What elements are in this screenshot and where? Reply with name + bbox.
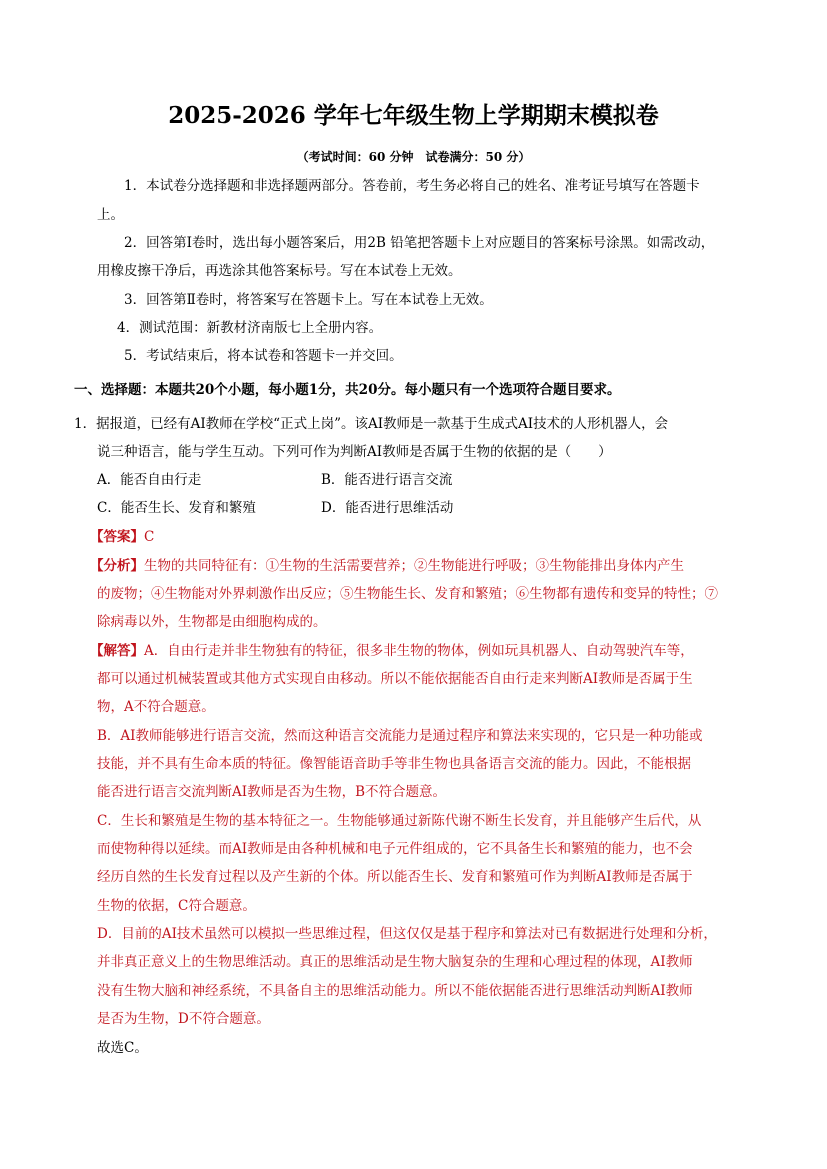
instruction-4: 4．测试范围：新教材济南版七上全册内容。: [117, 320, 383, 336]
question-stem-line-2: 说三种语言，能与学生互动。下列可作为判断AI教师是否属于生物的依据的是（ ）: [97, 444, 612, 460]
analysis-line-1: [90, 556, 684, 576]
solution-b-line-3: 能否进行语言交流判断AI教师是否为生物，B不符合题意。: [97, 784, 447, 800]
option-b: B．能否进行语言交流: [321, 472, 453, 488]
solution-c-line-4: 生物的依据，C符合题意。: [97, 898, 256, 914]
solution-a-line-2: 都可以通过机械装置或其他方式实现自由移动。所以不能依据能否自由行走来判断AI教师是否属于生: [97, 671, 693, 687]
solution-d-line-4: 是否为生物，D不符合题意。: [97, 1011, 270, 1027]
solution-tag: 【解答】: [90, 643, 144, 659]
solution-c-line-1: C．生长和繁殖是生物的基本特征之一。生物能够通过新陈代谢不断生长发育，并且能够产生后代，从: [97, 813, 702, 829]
analysis-tag: 【分析】: [90, 558, 144, 574]
answer-line: [90, 527, 154, 547]
section-heading: 一、选择题：本题共20个小题，每小题1分，共20分。每小题只有一个选项符合题目要求。: [74, 382, 621, 398]
answer-value: C: [144, 529, 155, 545]
conclusion: 故选C。: [97, 1040, 148, 1056]
solution-a-text-1: A．自由行走并非生物独有的特征，很多非生物的物体，例如玩具机器人、自动驾驶汽车等，: [144, 643, 694, 659]
solution-a-line-1: [90, 641, 694, 661]
solution-c-line-3: 经历自然的生长发育过程以及产生新的个体。所以能否生长、发育和繁殖可作为判断AI教师是否属于: [97, 869, 693, 885]
instruction-3: 3．回答第Ⅱ卷时，将答案写在答题卡上。写在本试卷上无效。: [124, 292, 493, 308]
instruction-2: 2．回答第Ⅰ卷时，选出每小题答案后，用2B 铅笔把答题卡上对应题目的答案标号涂黑。如需改动，: [124, 235, 715, 251]
analysis-line-2: 的废物；④生物能对外界刺激作出反应；⑤生物能生长、发育和繁殖；⑥生物都有遗传和变异的特性；⑦: [97, 586, 718, 602]
solution-b-line-2: 技能，并不具有生命本质的特征。像智能语音助手等非生物也具备语言交流的能力。因此，不能根据: [97, 756, 691, 772]
solution-a-line-3: 物，A不符合题意。: [97, 699, 215, 715]
analysis-text-1: 生物的共同特征有：①生物的生活需要营养；②生物能进行呼吸；③生物能排出身体内产生: [144, 558, 684, 574]
instruction-1: 1．本试卷分选择题和非选择题两部分。答卷前，考生务必将自己的姓名、准考证号填写在答题卡: [124, 178, 700, 194]
instruction-5: 5．考试结束后，将本试卷和答题卡一并交回。: [124, 348, 403, 364]
solution-c-line-2: 而使物种得以延续。而AI教师是由各种机械和电子元件组成的，它不具备生长和繁殖的能力，也不会: [97, 841, 693, 857]
question-stem-line-1: 1．据报道，已经有AI教师在学校“正式上岗”。该AI教师是一款基于生成式AI技术的人形机器人，会: [74, 416, 669, 432]
answer-tag: 【答案】: [90, 529, 144, 545]
page-title: 2025-2026 学年七年级生物上学期期末模拟卷: [168, 102, 659, 129]
analysis-line-3: 除病毒以外，生物都是由细胞构成的。: [97, 614, 327, 630]
option-c: C．能否生长、发育和繁殖: [97, 500, 256, 516]
solution-d-line-2: 并非真正意义上的生物思维活动。真正的思维活动是生物大脑复杂的生理和心理过程的体现，AI教师: [97, 954, 693, 970]
exam-info: （考试时间：60 分钟 试卷满分：50 分）: [296, 150, 531, 164]
instruction-1-cont: 上。: [97, 207, 124, 223]
option-a: A．能否自由行走: [97, 472, 202, 488]
option-d: D．能否进行思维活动: [321, 500, 454, 516]
solution-b-line-1: B．AI教师能够进行语言交流，然而这种语言交流能力是通过程序和算法来实现的，它只是一种功能或: [97, 728, 703, 744]
solution-d-line-3: 没有生物大脑和神经系统，不具备自主的思维活动能力。所以不能依据能否进行思维活动判断AI教师: [97, 983, 693, 999]
instruction-2-cont: 用橡皮擦干净后，再选涂其他答案标号。写在本试卷上无效。: [97, 263, 462, 279]
solution-d-line-1: D．目前的AI技术虽然可以模拟一些思维过程，但这仅仅是基于程序和算法对已有数据进行处理和分析，: [97, 926, 717, 942]
